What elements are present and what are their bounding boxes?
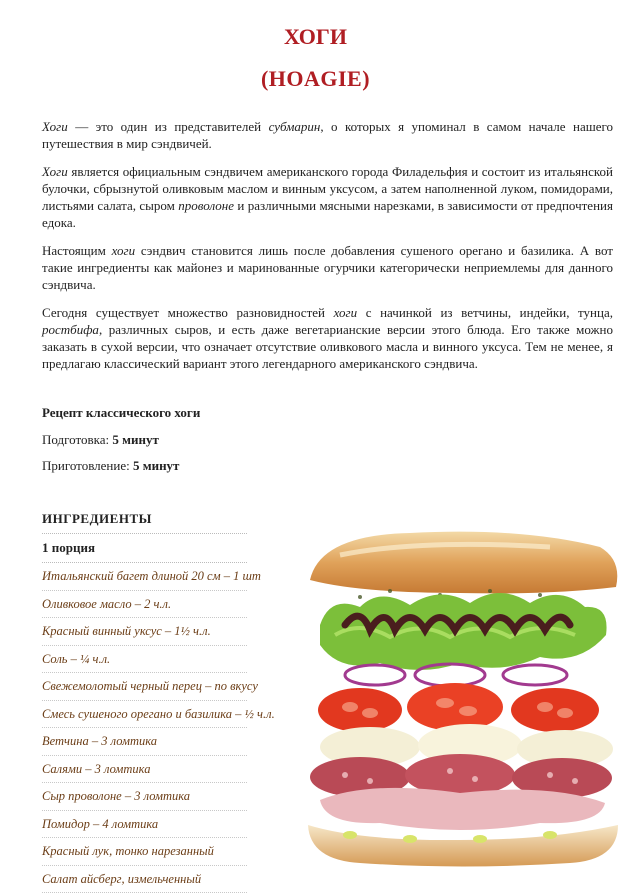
prep-time (42, 432, 159, 448)
cook-label: Приготовление: (42, 458, 133, 473)
paragraph-text: Настоящим (42, 243, 112, 258)
portion-label: 1 порция (42, 534, 247, 563)
list-item: Салями – 3 ломтика (42, 756, 247, 784)
ingredients-heading: ИНГРЕДИЕНТЫ (42, 511, 247, 534)
ingredients-list (42, 563, 275, 893)
list-item: Красный лук, тонко нарезанный (42, 838, 247, 866)
paragraph (42, 163, 613, 231)
cook-value: 5 минут (132, 458, 180, 473)
list-item: Итальянский багет длиной 20 см – 1 шт (42, 563, 247, 591)
list-item: Красный винный уксус – 1½ ч.л. (42, 618, 247, 646)
paragraph-text: , о которых я упоминал в самом начале нашего путешествия в мир сэндвичей. (42, 119, 613, 151)
paragraph-text: и различными мясными нарезками, в зависимости от предпочтения едока. (42, 198, 613, 230)
emphasis-text: проволоне (178, 198, 234, 213)
recipe-heading: Рецепт классического хоги (42, 405, 201, 420)
paragraph-text: Сегодня существует множество разновидностей (42, 305, 334, 320)
prep-value: 5 минут (112, 432, 159, 447)
list-item: Оливковое масло – 2 ч.л. (42, 591, 247, 619)
paragraph (42, 118, 613, 152)
page-subtitle: (HOAGIE) (260, 66, 371, 91)
paragraph-text: , различных сыров, и есть даже вегетарианские версии этого блюда. Его также можно заказать в сухой версии, что означает отсутствие оливкового масла и винного уксуса. Тем не менее, я предлагаю классический вариант этого легендарного американского сэндвича. (42, 322, 613, 371)
prep-label: Подготовка: (42, 432, 113, 447)
hoagie-sandwich-image (300, 525, 625, 870)
paragraph-text: является официальным сэндвичем американского города Филадельфия и состоит из итальянской булочки, сбрызнутой оливковым маслом и винным уксусом, а затем наполненной луком, помидорами, листьями салата, сыром (42, 164, 613, 213)
list-item: Свежемолотый черный перец – по вкусу (42, 673, 247, 701)
emphasis-text: Хоги (42, 164, 68, 179)
ingredients-section (42, 511, 275, 893)
list-item: Ветчина – 3 ломтика (42, 728, 247, 756)
list-item: Соль – ¼ ч.л. (42, 646, 247, 674)
list-item: Помидор – 4 ломтика (42, 811, 247, 839)
paragraph (42, 242, 613, 293)
list-item: Сыр проволоне – 3 ломтика (42, 783, 247, 811)
paragraph-text: сэндвич становится лишь после добавления сушеного орегано и базилика. А вот такие ингредиенты как майонез и маринованные огурчики категорически неприемлемы для данного сэндвича. (42, 243, 613, 292)
paragraph-text: с начинкой из ветчины, индейки, тунца, (357, 305, 613, 320)
paragraph (42, 304, 613, 372)
list-item: Салат айсберг, измельченный (42, 866, 247, 893)
list-item: Смесь сушеного орегано и базилика – ½ ч.л. (42, 701, 247, 729)
emphasis-text: Хоги (42, 119, 68, 134)
emphasis-text: ростбифа (42, 322, 99, 337)
emphasis-text: хоги (111, 243, 136, 258)
paragraph-text: — это один из представителей (67, 119, 269, 134)
emphasis-text: субмарин (268, 119, 321, 134)
page-title: ХОГИ (284, 24, 347, 49)
intro-text (42, 118, 613, 383)
emphasis-text: хоги (333, 305, 358, 320)
cook-time (42, 458, 179, 474)
